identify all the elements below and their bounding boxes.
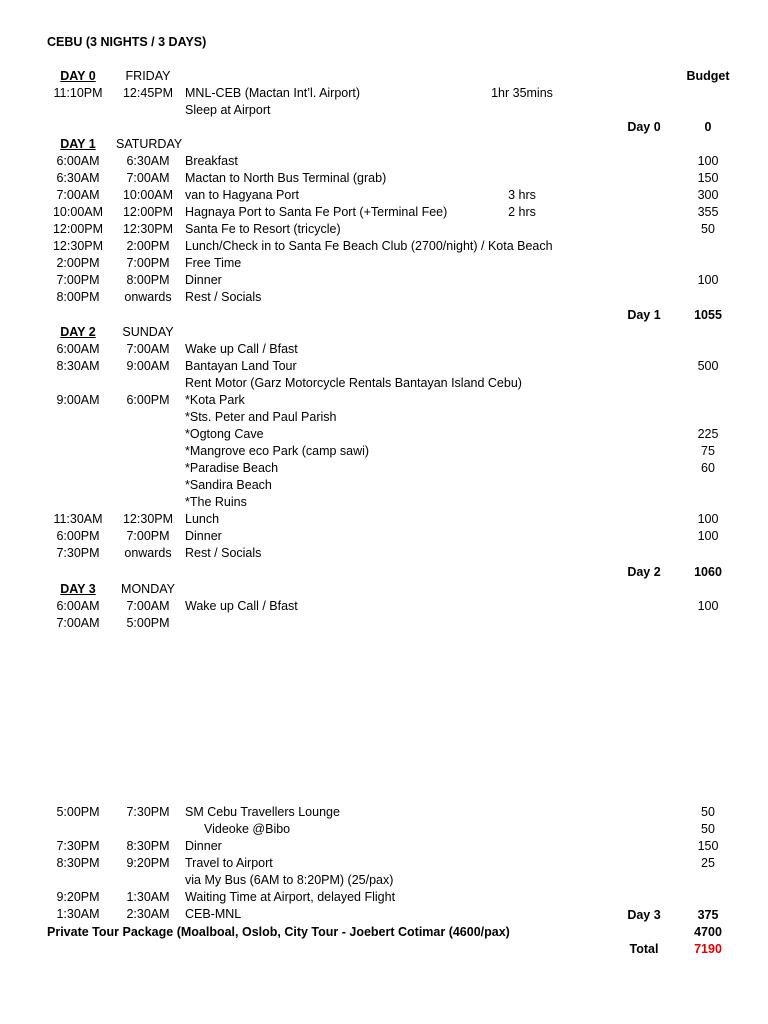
end-time: 6:00PM	[126, 393, 170, 407]
end-time: 2:30AM	[126, 907, 170, 921]
amount: 300	[697, 188, 719, 202]
activity: Wake up Call / Bfast	[185, 342, 298, 356]
start-time: 7:00AM	[56, 616, 100, 630]
day1-total-label: Day 1	[627, 308, 661, 322]
activity: Mactan to North Bus Terminal (grab)	[185, 171, 387, 185]
day2-label: DAY 2	[60, 325, 96, 339]
activity: Sleep at Airport	[185, 103, 271, 117]
end-time: 7:00AM	[126, 171, 170, 185]
activity: Travel to Airport	[185, 856, 273, 870]
itinerary-row	[0, 477, 768, 494]
itinerary-row	[0, 838, 768, 855]
itinerary-row	[0, 272, 768, 289]
activity: van to Hagyana Port	[185, 188, 299, 202]
activity: *The Ruins	[185, 495, 247, 509]
itinerary-row	[0, 804, 768, 821]
day3-label: DAY 3	[60, 582, 96, 596]
start-time: 6:30AM	[56, 171, 100, 185]
itinerary-row	[0, 102, 768, 119]
day3-total-label: Day 3	[627, 908, 661, 922]
amount: 60	[701, 461, 715, 475]
day3-total-amount: 375	[697, 908, 719, 922]
activity: *Paradise Beach	[185, 461, 279, 475]
day0-header-row	[0, 68, 768, 85]
itinerary-row	[0, 598, 768, 615]
start-time: 2:00PM	[56, 256, 100, 270]
end-time: 6:30AM	[126, 154, 170, 168]
day2-total-row	[0, 564, 768, 581]
itinerary-row	[0, 255, 768, 272]
day1-label: DAY 1	[60, 137, 96, 151]
itinerary-row	[0, 375, 768, 392]
amount: 50	[701, 805, 715, 819]
itinerary-row	[0, 615, 768, 632]
amount: 100	[697, 529, 719, 543]
amount: 75	[701, 444, 715, 458]
grand-total-label: Total	[629, 942, 659, 956]
day3-weekday: MONDAY	[121, 582, 175, 596]
start-time: 6:00AM	[56, 599, 100, 613]
day1-total-amount: 1055	[694, 308, 722, 322]
amount: 355	[697, 205, 719, 219]
itinerary-row	[0, 426, 768, 443]
itinerary-row	[0, 460, 768, 477]
duration-note: 1hr 35mins	[491, 86, 553, 100]
itinerary-row	[0, 855, 768, 872]
package-row	[0, 924, 768, 941]
package-label: Private Tour Package (Moalboal, Oslob, City Tour - Joebert Cotimar (4600/pax)	[47, 925, 510, 939]
amount: 150	[697, 839, 719, 853]
end-time: 7:30PM	[126, 805, 170, 819]
itinerary-row	[0, 872, 768, 889]
itinerary-row	[0, 153, 768, 170]
package-amount: 4700	[694, 925, 722, 939]
start-time: 7:00AM	[56, 188, 100, 202]
activity: Videoke @Bibo	[204, 822, 291, 836]
end-time: 12:30PM	[122, 512, 174, 526]
activity: *Sandira Beach	[185, 478, 272, 492]
amount: 150	[697, 171, 719, 185]
day1-header-row	[0, 136, 768, 153]
end-time: 8:30PM	[126, 839, 170, 853]
day1-total-row	[0, 307, 768, 324]
duration-note: 3 hrs	[508, 188, 536, 202]
day0-label: DAY 0	[60, 69, 96, 83]
amount: 100	[697, 512, 719, 526]
itinerary-row	[0, 358, 768, 375]
itinerary-row	[0, 392, 768, 409]
activity: Bantayan Land Tour	[185, 359, 297, 373]
start-time: 9:00AM	[56, 393, 100, 407]
itinerary-row	[0, 511, 768, 528]
end-time: 7:00PM	[126, 256, 170, 270]
activity: Santa Fe to Resort (tricycle)	[185, 222, 341, 236]
amount: 50	[701, 822, 715, 836]
day2-total-label: Day 2	[627, 565, 661, 579]
itinerary-row	[0, 545, 768, 562]
end-time: onwards	[124, 290, 172, 304]
start-time: 8:30PM	[56, 856, 100, 870]
activity: Rest / Socials	[185, 290, 262, 304]
itinerary-row	[0, 528, 768, 545]
end-time: 12:00PM	[122, 205, 174, 219]
start-time: 11:30AM	[53, 512, 103, 526]
start-time: 8:00PM	[56, 290, 100, 304]
end-time: 9:00AM	[126, 359, 170, 373]
start-time: 10:00AM	[52, 205, 104, 219]
activity: *Sts. Peter and Paul Parish	[185, 410, 337, 424]
amount: 225	[697, 427, 719, 441]
activity: Breakfast	[185, 154, 238, 168]
itinerary-row	[0, 170, 768, 187]
amount: 100	[697, 273, 719, 287]
itinerary-row	[0, 494, 768, 511]
document-title: CEBU (3 NIGHTS / 3 DAYS)	[47, 35, 207, 49]
start-time: 7:30PM	[56, 546, 100, 560]
day2-header-row	[0, 324, 768, 341]
day1-weekday: SATURDAY	[116, 137, 183, 151]
activity: Wake up Call / Bfast	[185, 599, 298, 613]
day0-weekday: FRIDAY	[125, 69, 171, 83]
day0-total-label: Day 0	[627, 120, 661, 134]
grand-total-row	[0, 941, 768, 958]
itinerary-row	[0, 85, 768, 102]
itinerary-row	[0, 409, 768, 426]
duration-note: 2 hrs	[508, 205, 536, 219]
activity: Rent Motor (Garz Motorcycle Rentals Bantayan Island Cebu)	[185, 376, 522, 390]
itinerary-row	[0, 289, 768, 306]
activity: Dinner	[185, 273, 222, 287]
end-time: 8:00PM	[126, 273, 170, 287]
activity: *Ogtong Cave	[185, 427, 264, 441]
activity: CEB-MNL	[185, 907, 242, 921]
end-time: 12:30PM	[122, 222, 174, 236]
day3-header-row	[0, 581, 768, 598]
activity: SM Cebu Travellers Lounge	[185, 805, 340, 819]
budget-header: Budget	[686, 69, 730, 83]
start-time: 6:00AM	[56, 342, 100, 356]
end-time: 7:00AM	[126, 342, 170, 356]
end-time: 5:00PM	[126, 616, 170, 630]
itinerary-row	[0, 821, 768, 838]
end-time: 12:45PM	[122, 86, 174, 100]
itinerary-row	[0, 443, 768, 460]
end-time: 10:00AM	[122, 188, 174, 202]
activity: Dinner	[185, 529, 222, 543]
itinerary-row	[0, 221, 768, 238]
day0-total-row	[0, 119, 768, 136]
activity: Free Time	[185, 256, 242, 270]
start-time: 8:30AM	[56, 359, 100, 373]
start-time: 6:00PM	[56, 529, 100, 543]
activity: Dinner	[185, 839, 222, 853]
activity: Rest / Socials	[185, 546, 262, 560]
activity: MNL-CEB (Mactan Int’l. Airport)	[185, 86, 361, 100]
day0-total-amount: 0	[704, 120, 712, 134]
grand-total-amount: 7190	[694, 942, 722, 956]
start-time: 7:00PM	[56, 273, 100, 287]
end-time: 1:30AM	[126, 890, 170, 904]
day2-weekday: SUNDAY	[122, 325, 174, 339]
start-time: 6:00AM	[56, 154, 100, 168]
start-time: 7:30PM	[56, 839, 100, 853]
end-time: onwards	[124, 546, 172, 560]
end-time: 2:00PM	[126, 239, 170, 253]
start-time: 12:30PM	[52, 239, 104, 253]
end-time: 9:20PM	[126, 856, 170, 870]
amount: 50	[701, 222, 715, 236]
amount: 100	[697, 154, 719, 168]
end-time: 7:00PM	[126, 529, 170, 543]
start-time: 1:30AM	[56, 907, 100, 921]
amount: 100	[697, 599, 719, 613]
itinerary-row	[0, 238, 768, 255]
activity: Waiting Time at Airport, delayed Flight	[185, 890, 396, 904]
end-time: 7:00AM	[126, 599, 170, 613]
activity: Lunch	[185, 512, 220, 526]
activity: *Mangrove eco Park (camp sawi)	[185, 444, 370, 458]
itinerary-row	[0, 341, 768, 358]
activity: Lunch/Check in to Santa Fe Beach Club (2700/night) / Kota Beach	[185, 239, 553, 253]
activity: Hagnaya Port to Santa Fe Port (+Terminal Fee)	[185, 205, 448, 219]
activity: *Kota Park	[185, 393, 245, 407]
amount: 25	[701, 856, 715, 870]
start-time: 12:00PM	[52, 222, 104, 236]
day2-total-amount: 1060	[694, 565, 722, 579]
itinerary-row	[0, 889, 768, 906]
amount: 500	[697, 359, 719, 373]
itinerary-row	[0, 204, 768, 221]
start-time: 5:00PM	[56, 805, 100, 819]
day3-total-row	[0, 907, 768, 924]
start-time: 9:20PM	[56, 890, 100, 904]
start-time: 11:10PM	[53, 86, 103, 100]
activity: via My Bus (6AM to 8:20PM) (25/pax)	[185, 873, 394, 887]
itinerary-row	[0, 187, 768, 204]
